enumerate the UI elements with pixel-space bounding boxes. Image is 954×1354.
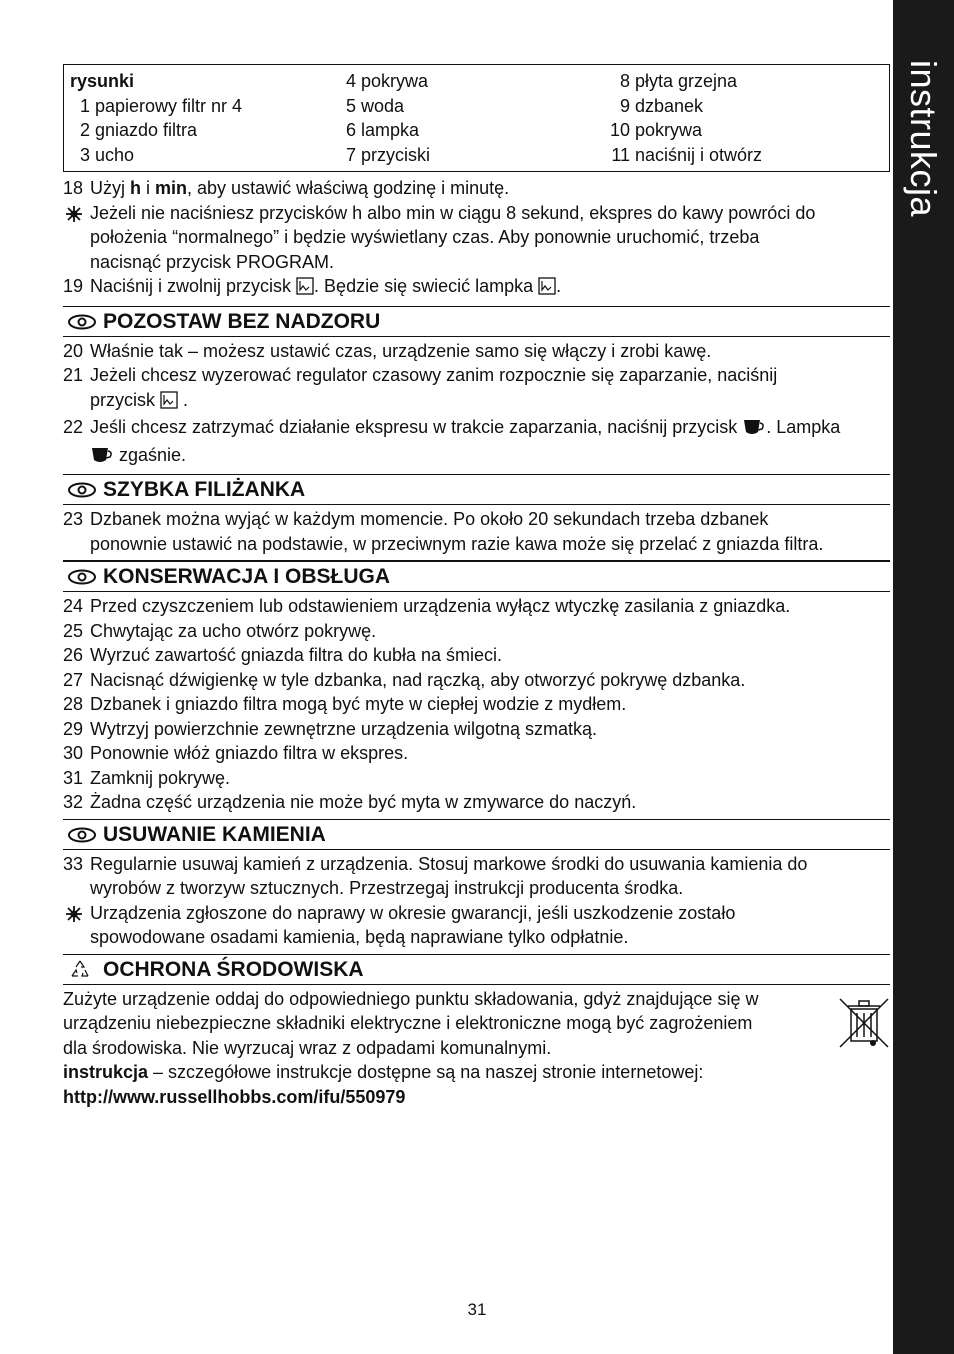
step-21: 21 Jeżeli chcesz wyzerować regulator czasowy zanim rozpocznie się zaparzanie, naciśnij przycisk .: [63, 363, 890, 415]
eye-icon: [67, 569, 97, 590]
recycle-icon: [69, 959, 91, 986]
step-20: 20 Właśnie tak – możesz ustawić czas, urządzenie samo się włączy i zrobi kawę.: [63, 340, 712, 361]
note-2: Urządzenia zgłoszone do naprawy w okresie gwarancji, jeśli uszkodzenie zostało spowodowane osadami kamienia, będą naprawiane tylko odpłatnie.: [63, 901, 890, 950]
warning-star-icon: [66, 904, 82, 929]
step-23: 23 Dzbanek można wyjąć w każdym momencie. Po około 20 sekundach trzeba dzbanek ponownie ustawić na podstawie, w przeciwnym razie kawa może się przelać z gniazda filtra.: [63, 509, 824, 554]
parts-box: [63, 64, 890, 172]
step-22: 22 Jeśli chcesz zatrzymać działanie ekspresu w trakcie zaparzania, naciśnij przycisk . Lampka zgaśnie.: [63, 415, 890, 470]
section-heading: USUWANIE KAMIENIA: [103, 822, 326, 846]
section-unattended: [63, 306, 890, 337]
parts-col-1: rysunki 1 papierowy filtr nr 4 2 gniazdo filtra 3 ucho: [70, 71, 243, 165]
list-item: 24 Przed czyszczeniem lub odstawieniem urządzenia wyłącz wtyczkę zasilania z gniazdka.: [63, 596, 791, 616]
crossed-bin-icon: [838, 995, 890, 1054]
side-tab: [893, 0, 954, 1354]
section-heading: KONSERWACJA I OBSŁUGA: [103, 565, 391, 588]
page-number: 31: [467, 1300, 487, 1319]
section-heading: POZOSTAW BEZ NADZORU: [103, 309, 381, 333]
cup-button-icon: [742, 418, 766, 443]
section-descaling: [63, 819, 890, 850]
environment-text: Zużyte urządzenie oddaj do odpowiedniego punktu składowania, gdyż znajdujące się w urządzeniu niebezpieczne składniki elektryczne i elektroniczne mogą być zagrożeniem dla środowiska. Nie wyrzucaj wraz z odpadami komunalnymi. instrukcja – szczegółowe instrukcje dostępne są na naszej stronie internetowej: http://www.russellhobbs.com/ifu/550979: [63, 987, 890, 1110]
warning-star-icon: [66, 204, 82, 229]
section-maintenance: [63, 560, 890, 592]
timer-lamp-icon: [538, 277, 556, 302]
section-quick-cup: [63, 474, 890, 505]
note-1: Jeżeli nie naciśniesz przycisków h albo min w ciągu 8 sekund, ekspres do kawy powróci do położenia “normalnego” i będzie wyświetlany czas. Aby ponownie uruchomić, trzeba nacisnąć przycisk PROGRAM.: [63, 201, 890, 275]
ifu-link[interactable]: http://www.russellhobbs.com/ifu/550979: [63, 1086, 406, 1107]
parts-col-2: 4 pokrywa 5 woda 6 lampka 7 przyciski: [346, 71, 431, 165]
list-item: 29 Wytrzyj powierzchnie zewnętrzne urządzenia wilgotną szmatką.: [63, 718, 598, 739]
list-item: 31 Zamknij pokrywę.: [63, 767, 231, 788]
section-heading: SZYBKA FILIŻANKA: [103, 478, 306, 501]
list-item: 32 Żadna część urządzenia nie może być myta w zmywarce do naczyń.: [63, 792, 637, 812]
step-18: 18 Użyj h i min, aby ustawić właściwą godzinę i minutę.: [63, 178, 510, 198]
list-item: 27 Nacisnąć dźwigienkę w tyle dzbanka, nad rączką, aby otworzyć pokrywę dzbanka.: [63, 669, 746, 690]
eye-icon: [67, 827, 97, 848]
list-item: 30 Ponownie włóż gniazdo filtra w ekspres.: [63, 743, 409, 763]
content: [63, 64, 890, 1109]
step-19: 19 Naciśnij i zwolnij przycisk . Będzie się swiecić lampka .: [63, 274, 890, 302]
section-environment: [63, 954, 890, 985]
section-heading: OCHRONA ŚRODOWISKA: [103, 957, 364, 981]
parts-title: rysunki: [70, 71, 135, 91]
timer-button-icon: [160, 391, 178, 416]
list-item: 25 Chwytając za ucho otwórz pokrywę.: [63, 620, 377, 641]
maintenance-list: [63, 594, 890, 815]
list-item: 26 Wyrzuć zawartość gniazda filtra do kubła na śmieci.: [63, 645, 503, 665]
step-33: 33 Regularnie usuwaj kamień z urządzenia. Stosuj markowe środki do usuwania kamienia do wyrobów z tworzyw sztucznych. Przestrzegaj instrukcji producenta środka.: [63, 853, 808, 898]
side-tab-label: instrukcja: [902, 60, 944, 218]
list-item: 28 Dzbanek i gniazdo filtra mogą być myte w ciepłej wodzie z mydłem.: [63, 694, 627, 714]
cup-lamp-icon: [90, 446, 114, 471]
eye-icon: [67, 314, 97, 335]
parts-col-3: 8 płyta grzejna 9 dzbanek 10 pokrywa 11 naciśnij i otwórz: [610, 71, 763, 165]
timer-button-icon: [296, 277, 314, 302]
eye-icon: [67, 482, 97, 503]
